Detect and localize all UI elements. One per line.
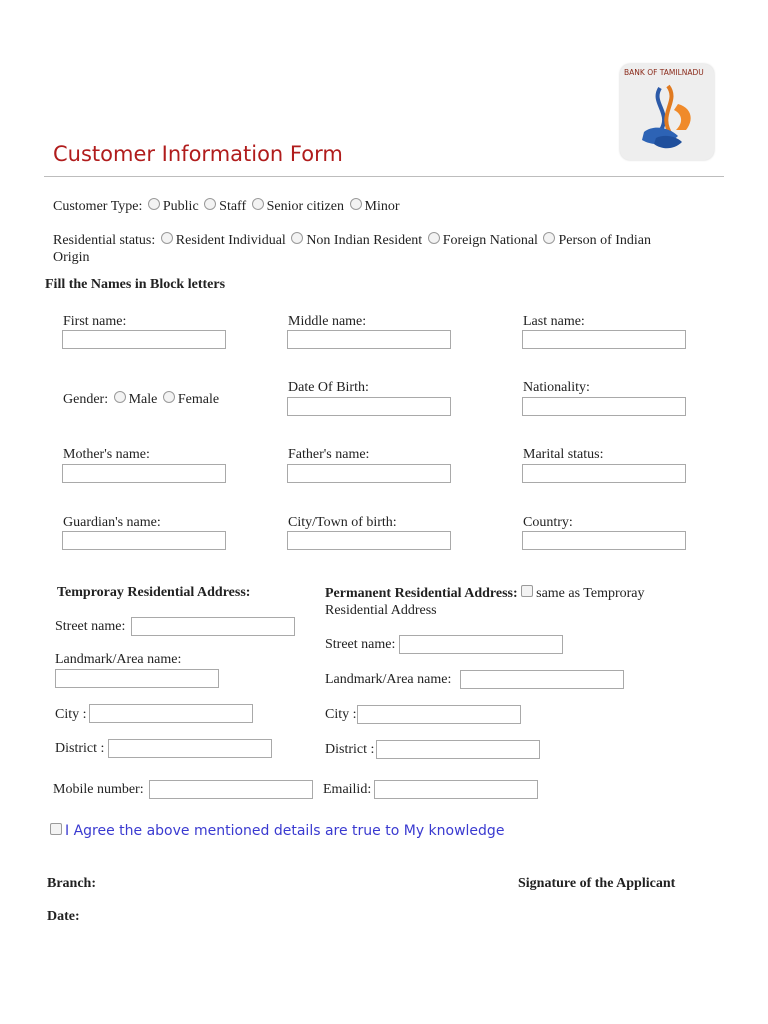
option-minor: Minor bbox=[364, 199, 400, 214]
marital-status-label: Marital status: bbox=[523, 447, 604, 462]
city-of-birth-label: City/Town of birth: bbox=[288, 515, 397, 530]
first-name-label: First name: bbox=[63, 314, 127, 329]
option-person-of-indian-origin: Person of Indian bbox=[558, 233, 651, 248]
option-male: Male bbox=[128, 392, 158, 407]
radio-foreign-national[interactable] bbox=[428, 232, 440, 244]
guardian-name-input[interactable] bbox=[62, 531, 226, 550]
last-name-label: Last name: bbox=[523, 314, 585, 329]
father-name-label: Father's name: bbox=[288, 447, 370, 462]
radio-female[interactable] bbox=[163, 391, 175, 403]
marital-status-input[interactable] bbox=[522, 464, 686, 483]
perm-district-label: District : bbox=[325, 742, 375, 757]
mobile-input[interactable] bbox=[149, 780, 313, 799]
customer-type-row bbox=[53, 198, 400, 215]
email-input[interactable] bbox=[374, 780, 538, 799]
mother-name-input[interactable] bbox=[62, 464, 226, 483]
title-divider bbox=[44, 176, 724, 177]
radio-staff[interactable] bbox=[204, 198, 216, 210]
customer-type-label: Customer Type: bbox=[53, 199, 143, 214]
residential-status-label: Residential status: bbox=[53, 233, 156, 248]
perm-city-input[interactable] bbox=[357, 705, 521, 724]
radio-male[interactable] bbox=[114, 391, 126, 403]
residential-status-row bbox=[53, 232, 651, 249]
nationality-input[interactable] bbox=[522, 397, 686, 416]
radio-senior-citizen[interactable] bbox=[252, 198, 264, 210]
perm-address-heading-row bbox=[325, 585, 645, 602]
perm-address-heading: Permanent Residential Address: bbox=[325, 586, 518, 601]
dob-label: Date Of Birth: bbox=[288, 380, 369, 395]
temp-street-label: Street name: bbox=[55, 619, 126, 634]
same-as-temp-label: same as Temproray bbox=[536, 586, 645, 601]
option-female: Female bbox=[177, 392, 220, 407]
temp-district-input[interactable] bbox=[108, 739, 272, 758]
residential-status-wrap: Origin bbox=[53, 250, 90, 265]
perm-landmark-label: Landmark/Area name: bbox=[325, 672, 452, 687]
perm-landmark-input[interactable] bbox=[460, 670, 624, 689]
option-resident-individual: Resident Individual bbox=[175, 233, 286, 248]
same-as-temp-checkbox[interactable] bbox=[521, 585, 533, 597]
radio-resident-individual[interactable] bbox=[161, 232, 173, 244]
page-title: Customer Information Form bbox=[53, 142, 343, 166]
logo-text: BANK OF TAMILNADU bbox=[624, 68, 704, 77]
bank-logo bbox=[620, 64, 714, 160]
perm-street-input[interactable] bbox=[399, 635, 563, 654]
agree-row bbox=[50, 823, 504, 840]
gender-row bbox=[63, 391, 219, 408]
branch-label: Branch: bbox=[47, 876, 96, 891]
gender-label: Gender: bbox=[63, 392, 109, 407]
country-input[interactable] bbox=[522, 531, 686, 550]
names-heading: Fill the Names in Block letters bbox=[45, 277, 226, 292]
perm-district-input[interactable] bbox=[376, 740, 540, 759]
option-public: Public bbox=[162, 199, 199, 214]
middle-name-label: Middle name: bbox=[288, 314, 367, 329]
radio-public[interactable] bbox=[148, 198, 160, 210]
last-name-input[interactable] bbox=[522, 330, 686, 349]
nationality-label: Nationality: bbox=[523, 380, 590, 395]
radio-non-indian-resident[interactable] bbox=[291, 232, 303, 244]
radio-person-of-indian-origin[interactable] bbox=[543, 232, 555, 244]
date-label: Date: bbox=[47, 909, 80, 924]
guardian-name-label: Guardian's name: bbox=[63, 515, 161, 530]
agree-label: I Agree the above mentioned details are true to My knowledge bbox=[65, 823, 505, 839]
first-name-input[interactable] bbox=[62, 330, 226, 349]
perm-street-label: Street name: bbox=[325, 637, 396, 652]
middle-name-input[interactable] bbox=[287, 330, 451, 349]
father-name-input[interactable] bbox=[287, 464, 451, 483]
temp-landmark-input[interactable] bbox=[55, 669, 219, 688]
temp-address-heading: Temproray Residential Address: bbox=[57, 585, 251, 600]
temp-landmark-label: Landmark/Area name: bbox=[55, 652, 182, 667]
mother-name-label: Mother's name: bbox=[63, 447, 150, 462]
radio-minor[interactable] bbox=[350, 198, 362, 210]
option-non-indian-resident: Non Indian Resident bbox=[306, 233, 423, 248]
same-as-temp-label-wrap: Residential Address bbox=[325, 603, 437, 618]
country-label: Country: bbox=[523, 515, 573, 530]
mobile-label: Mobile number: bbox=[53, 782, 144, 797]
dob-input[interactable] bbox=[287, 397, 451, 416]
signature-label: Signature of the Applicant bbox=[518, 876, 676, 891]
agree-checkbox[interactable] bbox=[50, 823, 62, 835]
option-staff: Staff bbox=[219, 199, 247, 214]
email-label: Emailid: bbox=[323, 782, 372, 797]
temp-street-input[interactable] bbox=[131, 617, 295, 636]
option-foreign-national: Foreign National bbox=[442, 233, 538, 248]
perm-city-label: City : bbox=[325, 707, 357, 722]
temp-city-input[interactable] bbox=[89, 704, 253, 723]
temp-district-label: District : bbox=[55, 741, 105, 756]
city-of-birth-input[interactable] bbox=[287, 531, 451, 550]
temp-city-label: City : bbox=[55, 707, 87, 722]
option-senior-citizen: Senior citizen bbox=[266, 199, 344, 214]
